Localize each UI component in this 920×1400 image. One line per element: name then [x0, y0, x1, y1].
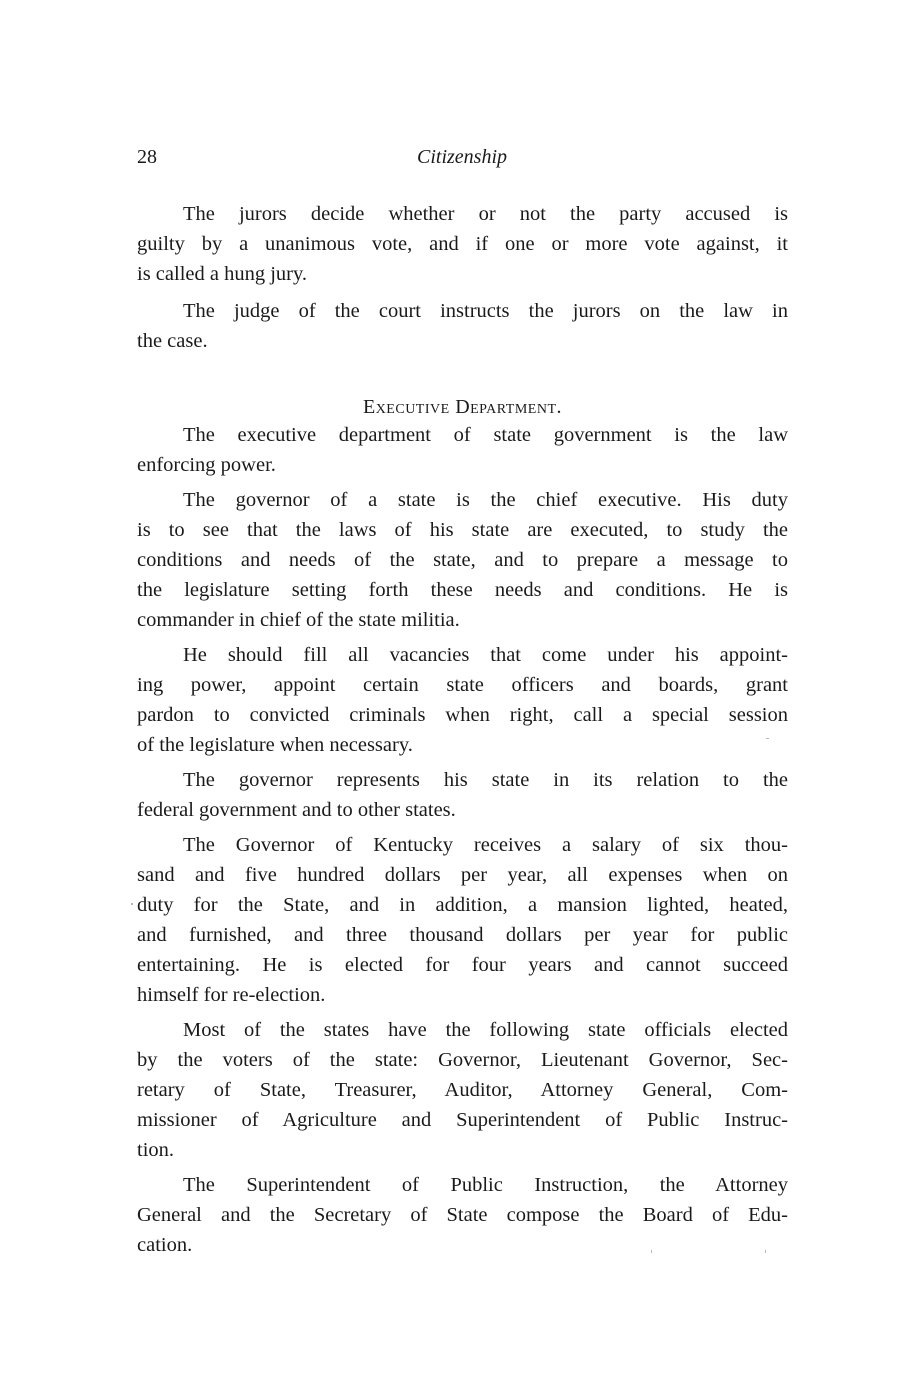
- paragraph-line: retary of State, Treasurer, Auditor, Attorney General, Com-: [137, 1079, 788, 1101]
- paragraph-line: He should fill all vacancies that come under his appoint-: [183, 644, 788, 666]
- paragraph-line: tion.: [137, 1139, 175, 1161]
- paragraph-line: of the legislature when necessary.: [137, 734, 413, 756]
- paragraph-line: entertaining. He is elected for four years and cannot succeed: [137, 954, 788, 976]
- paragraph-line: Most of the states have the following state officials elected: [183, 1019, 788, 1041]
- scan-speck: [651, 1250, 652, 1253]
- paragraph-line: the legislature setting forth these needs and conditions. He is: [137, 579, 788, 601]
- paragraph-line: commander in chief of the state militia.: [137, 609, 460, 631]
- paragraph-line: the case.: [137, 330, 208, 352]
- scan-speck: [766, 738, 769, 739]
- paragraph-line: The governor represents his state in its relation to the: [183, 769, 788, 791]
- paragraph-line: The judge of the court instructs the jurors on the law in: [183, 300, 788, 322]
- paragraph-line: missioner of Agriculture and Superintendent of Public Instruc-: [137, 1109, 788, 1131]
- page-number: 28: [137, 146, 157, 168]
- paragraph-line: and furnished, and three thousand dollars per year for public: [137, 924, 788, 946]
- paragraph-line: The governor of a state is the chief executive. His duty: [183, 489, 788, 511]
- paragraph-line: is to see that the laws of his state are executed, to study the: [137, 519, 788, 541]
- running-head: [137, 146, 787, 174]
- paragraph-line: The executive department of state government is the law: [183, 424, 788, 446]
- paragraph-line: enforcing power.: [137, 454, 276, 476]
- paragraph-line: federal government and to other states.: [137, 799, 456, 821]
- paragraph-line: The jurors decide whether or not the party accused is: [183, 203, 788, 225]
- paragraph-line: guilty by a unanimous vote, and if one or more vote against, it: [137, 233, 788, 255]
- paragraph-line: General and the Secretary of State compose the Board of Edu-: [137, 1204, 788, 1226]
- scan-speck: [765, 1250, 766, 1253]
- paragraph-line: ing power, appoint certain state officers and boards, grant: [137, 674, 788, 696]
- paragraph-line: The Governor of Kentucky receives a salary of six thou-: [183, 834, 788, 856]
- paragraph-line: pardon to convicted criminals when right, call a special session: [137, 704, 788, 726]
- paragraph-line: himself for re-election.: [137, 984, 326, 1006]
- running-title: Citizenship: [416, 146, 507, 168]
- scan-speck: [131, 903, 133, 905]
- paragraph-line: is called a hung jury.: [137, 263, 308, 285]
- paragraph-line: cation.: [137, 1234, 193, 1256]
- paragraph-line: The Superintendent of Public Instruction, the Attorney: [183, 1174, 788, 1196]
- paragraph-line: duty for the State, and in addition, a mansion lighted, heated,: [137, 894, 788, 916]
- paragraph-line: sand and five hundred dollars per year, all expenses when on: [137, 864, 788, 886]
- paragraph-line: by the voters of the state: Governor, Lieutenant Governor, Sec-: [137, 1049, 788, 1071]
- section-heading: Executive Department.: [362, 396, 563, 418]
- paragraph-line: conditions and needs of the state, and to prepare a message to: [137, 549, 788, 571]
